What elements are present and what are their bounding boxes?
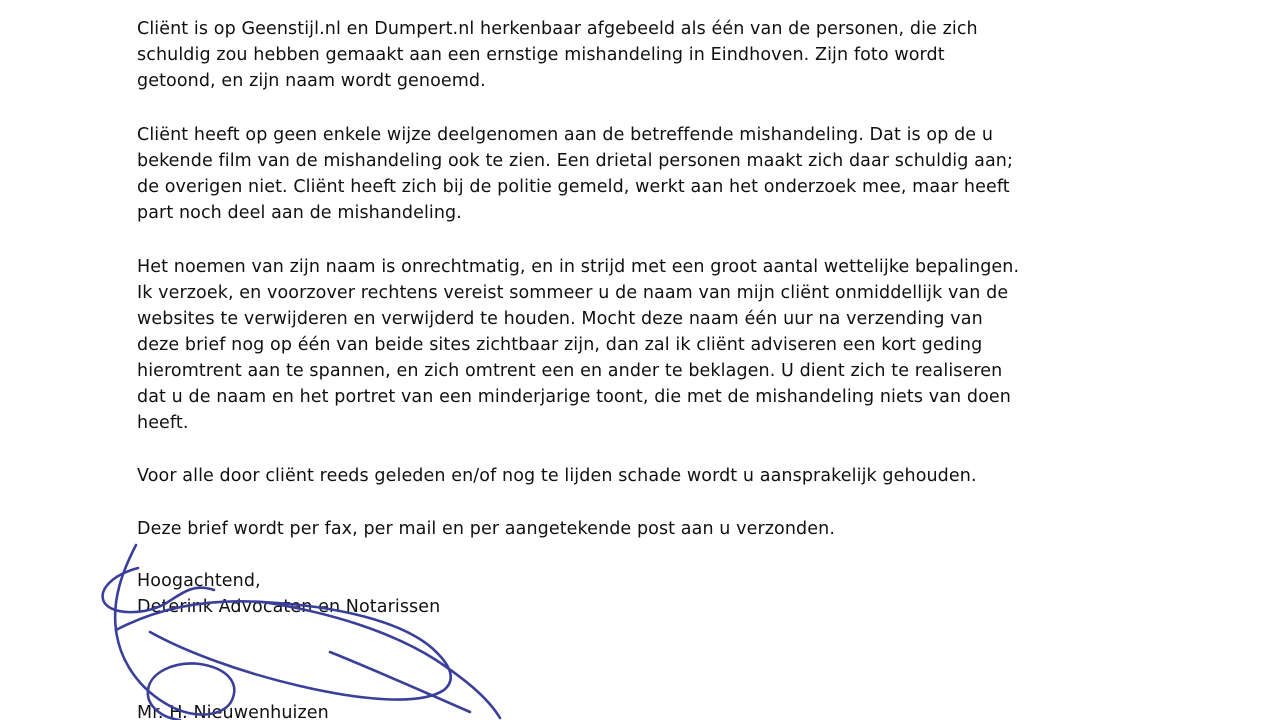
text-line: Het noemen van zijn naam is onrechtmatig, en in strijd met een groot aantal wettelijke bepalingen.	[137, 257, 1020, 277]
paragraph-non-involvement	[137, 122, 1013, 226]
paragraph-liability	[137, 463, 977, 489]
paragraph-identification	[137, 16, 978, 94]
text-line: schuldig zou hebben gemaakt aan een ernstige mishandeling in Eindhoven. Zijn foto wordt	[137, 45, 945, 65]
text-line: getoond, en zijn naam wordt genoemd.	[137, 71, 486, 91]
text-line: Cliënt heeft op geen enkele wijze deelgenomen aan de betreffende mishandeling. Dat is op de u	[137, 125, 994, 145]
salutation: Hoogachtend,	[137, 571, 261, 591]
text-line: dat u de naam en het portret van een minderjarige toont, die met de mishandeling niets van doen	[137, 387, 1011, 407]
text-line: Deze brief wordt per fax, per mail en per aangetekende post aan u verzonden.	[137, 519, 835, 539]
text-line: Ik verzoek, en voorzover rechtens vereist sommeer u de naam van mijn cliënt onmiddellijk van de	[137, 283, 1009, 303]
text-line: Voor alle door cliënt reeds geleden en/of nog te lijden schade wordt u aansprakelijk gehouden.	[137, 466, 977, 486]
text-line: de overigen niet. Cliënt heeft zich bij de politie gemeld, werkt aan het onderzoek mee, maar heeft	[137, 177, 1010, 197]
text-line: Cliënt is op Geenstijl.nl en Dumpert.nl herkenbaar afgebeeld als één van de personen, die zich	[137, 19, 978, 39]
closing-block	[137, 568, 440, 620]
text-line: deze brief nog op één van beide sites zichtbaar zijn, dan zal ik cliënt adviseren een kort geding	[137, 335, 983, 355]
text-line: bekende film van de mishandeling ook te zien. Een drietal personen maakt zich daar schuldig aan;	[137, 151, 1013, 171]
text-line: part noch deel aan de mishandeling.	[137, 203, 462, 223]
signer-name: Mr. H. Nieuwenhuizen	[137, 703, 329, 720]
paragraph-demand	[137, 254, 1019, 436]
text-line: heeft.	[137, 413, 189, 433]
text-line: websites te verwijderen en verwijderd te houden. Mocht deze naam één uur na verzending van	[137, 309, 983, 329]
firm-name: Deterink Advocaten en Notarissen	[137, 597, 441, 617]
text-line: hieromtrent aan te spannen, en zich omtrent een en ander te beklagen. U dient zich te realiseren	[137, 361, 1003, 381]
paragraph-delivery	[137, 516, 835, 542]
signature-stroke	[330, 652, 470, 712]
signer-name-block	[137, 700, 329, 720]
